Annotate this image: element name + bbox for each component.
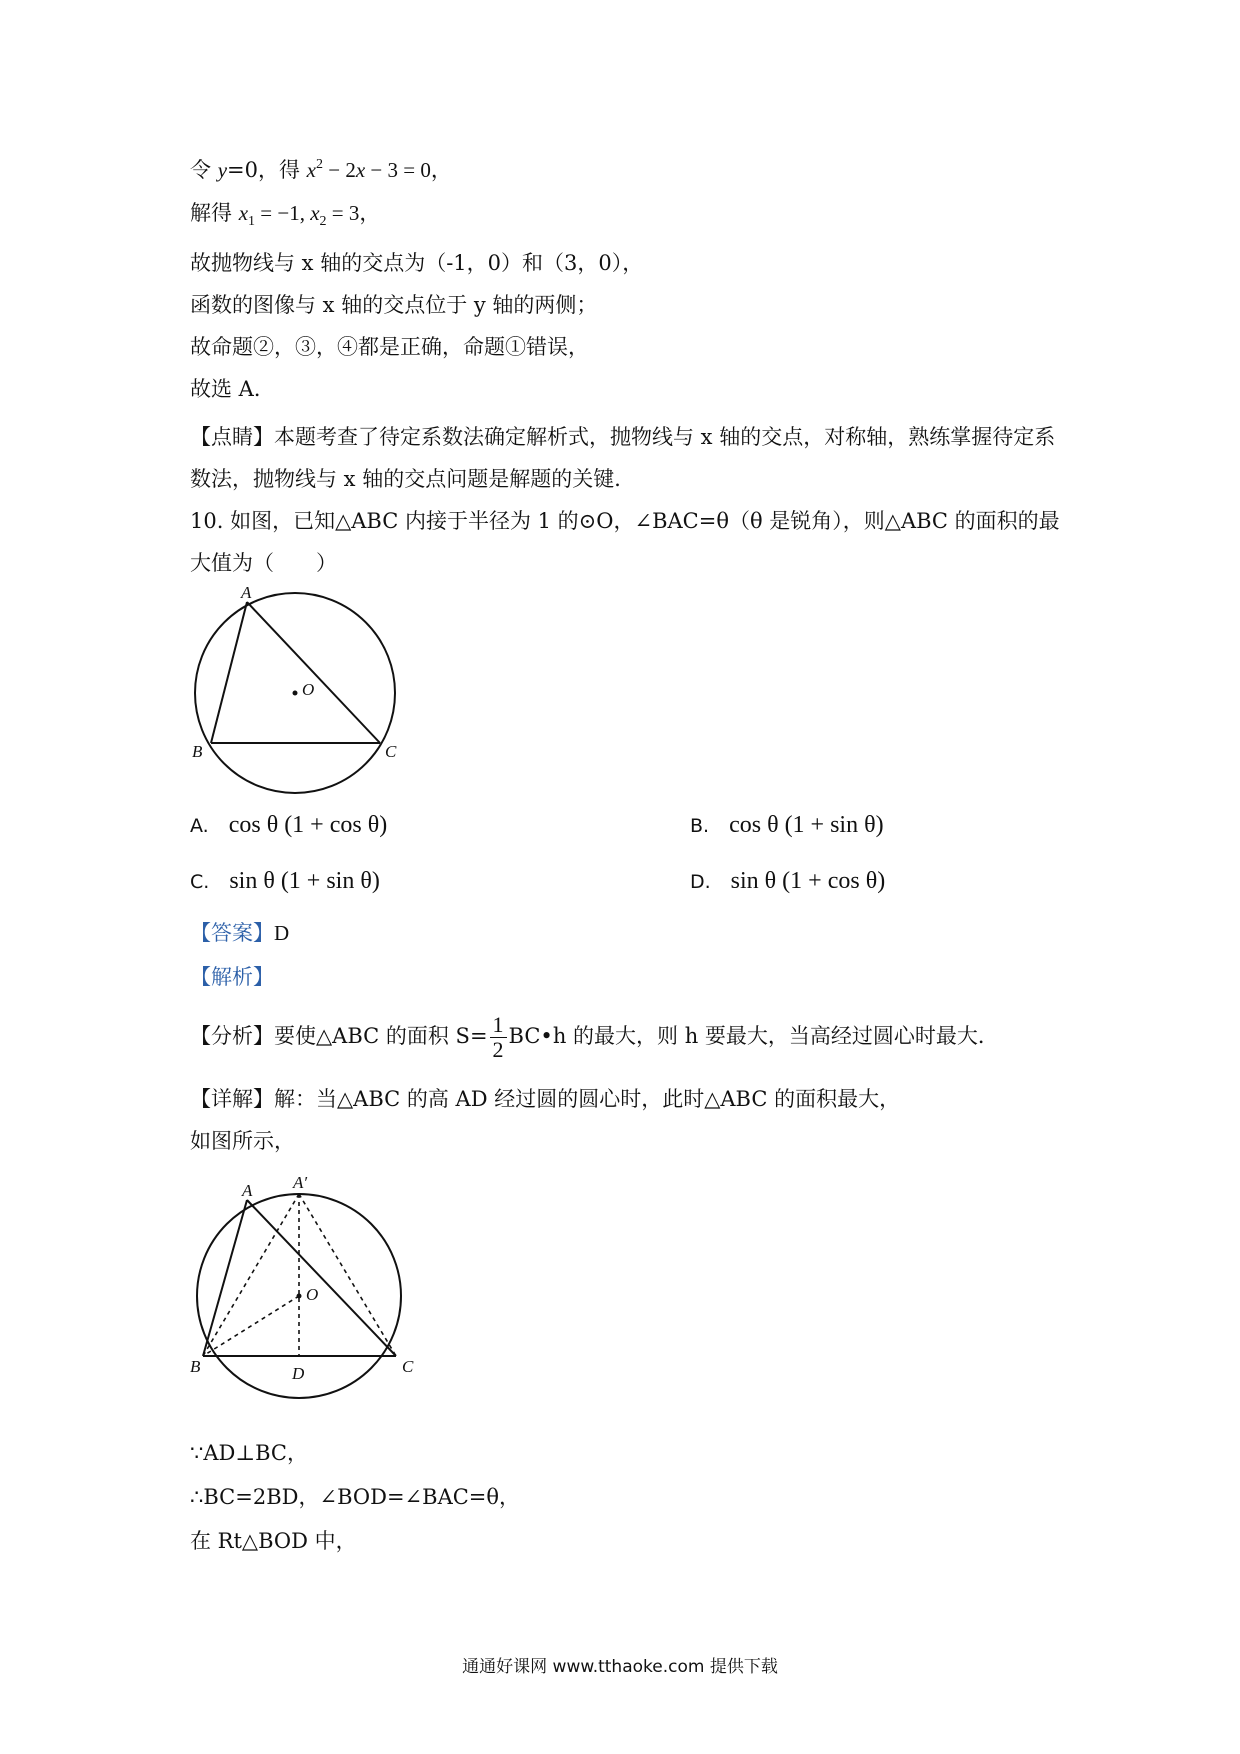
text-segment: 要使△ABC 的面积 S= xyxy=(274,1024,488,1048)
step-1: ∵AD⊥BC， xyxy=(190,1441,309,1465)
center-point xyxy=(297,1294,302,1299)
figure-height-through-center xyxy=(180,1168,440,1428)
text-segment: = −1, xyxy=(255,201,311,225)
text-line-1 xyxy=(190,150,452,185)
label-c: C xyxy=(385,742,397,761)
segment-ac xyxy=(247,1200,396,1356)
center-point xyxy=(293,691,298,696)
option-d xyxy=(690,864,885,899)
var-x: x xyxy=(310,201,320,225)
page-footer: 通通好课网 www.tthaoke.com 提供下载 xyxy=(462,1657,778,1677)
subscript: 1 xyxy=(248,214,256,229)
step-3: 在 Rt△BOD 中， xyxy=(190,1529,357,1553)
text-line-4: 函数的图像与 x 轴的交点位于 y 轴的两侧； xyxy=(190,293,598,317)
option-letter: C. xyxy=(190,871,210,893)
step-2: ∴BC=2BD，∠BOD=∠BAC=θ， xyxy=(190,1485,521,1509)
figure-circle-triangle xyxy=(185,585,425,805)
label-b: B xyxy=(192,742,203,761)
detail-line xyxy=(190,1084,900,1114)
option-expression: cos θ (1 + sin θ) xyxy=(729,812,884,838)
text-segment: − 2 xyxy=(322,158,356,182)
subscript: 2 xyxy=(319,214,327,229)
label-c: C xyxy=(402,1357,414,1376)
text-segment: = 3， xyxy=(326,201,381,225)
dianjing-paragraph: 【点睛】本题考查了待定系数法确定解析式，抛物线与 x 轴的交点，对称轴，熟练掌握待定系数法，抛物线与 x 轴的交点问题是解题的关键． xyxy=(190,425,1056,491)
text-segment: BC•h 的最大，则 h 要最大，当高经过圆心时最大． xyxy=(508,1024,999,1048)
analysis-label: 【解析】 xyxy=(190,965,274,989)
segment-ab xyxy=(211,602,247,743)
var-x: x xyxy=(355,158,366,182)
fenxi-line xyxy=(190,1008,999,1064)
text-segment: =0，得 xyxy=(227,158,307,182)
option-b xyxy=(690,808,884,843)
option-c xyxy=(190,864,380,899)
var-x: x xyxy=(306,158,316,182)
segment-apc xyxy=(299,1194,396,1356)
question-10: 10. 如图，已知△ABC 内接于半径为 1 的⊙O，∠BAC=θ（θ 是锐角），则△ABC 的面积的最大值为（ ） xyxy=(190,509,1060,575)
segment-ab xyxy=(203,1200,247,1356)
detail-line-2: 如图所示， xyxy=(190,1129,295,1153)
exponent: 2 xyxy=(315,157,323,172)
text-segment: 令 xyxy=(190,158,218,182)
option-expression: sin θ (1 + cos θ) xyxy=(730,868,886,894)
text-line-3: 故抛物线与 x 轴的交点为（-1，0）和（3，0）， xyxy=(190,251,644,275)
answer-line xyxy=(190,918,289,948)
option-expression: sin θ (1 + sin θ) xyxy=(229,868,380,894)
label-d: D xyxy=(292,1364,305,1383)
label-a: A xyxy=(241,585,252,602)
segment-apb xyxy=(203,1194,299,1356)
text-line-5: 故命题②，③，④都是正确，命题①错误， xyxy=(190,335,589,359)
fraction-half xyxy=(490,1013,507,1062)
analysis-line xyxy=(190,962,274,992)
option-letter: D. xyxy=(690,871,711,893)
text-segment: − 3 = 0， xyxy=(365,158,452,182)
label-a: A xyxy=(242,1181,253,1200)
var-x: x xyxy=(238,201,249,225)
text-segment: 解得 xyxy=(190,201,239,225)
text-line-2 xyxy=(190,198,380,237)
text-segment: 解：当△ABC 的高 AD 经过圆的圆心时，此时△ABC 的面积最大， xyxy=(274,1087,901,1111)
detail-label: 【详解】 xyxy=(190,1087,274,1111)
label-o: O xyxy=(306,1285,319,1304)
segment-ac xyxy=(247,602,380,743)
fenxi-label: 【分析】 xyxy=(190,1024,274,1048)
var-y: y xyxy=(217,158,228,182)
denominator: 2 xyxy=(492,1037,504,1062)
answer-label: 【答案】 xyxy=(190,921,274,945)
option-letter: B. xyxy=(690,815,710,837)
label-a-prime: A′ xyxy=(293,1173,308,1192)
answer-value: D xyxy=(274,921,290,945)
label-o: O xyxy=(302,680,315,699)
label-b: B xyxy=(190,1357,201,1376)
numerator: 1 xyxy=(490,1013,507,1038)
option-expression: cos θ (1 + cos θ) xyxy=(228,812,388,838)
text-line-6: 故选 A． xyxy=(190,377,275,401)
option-letter: A. xyxy=(190,815,209,837)
option-a xyxy=(190,808,387,843)
